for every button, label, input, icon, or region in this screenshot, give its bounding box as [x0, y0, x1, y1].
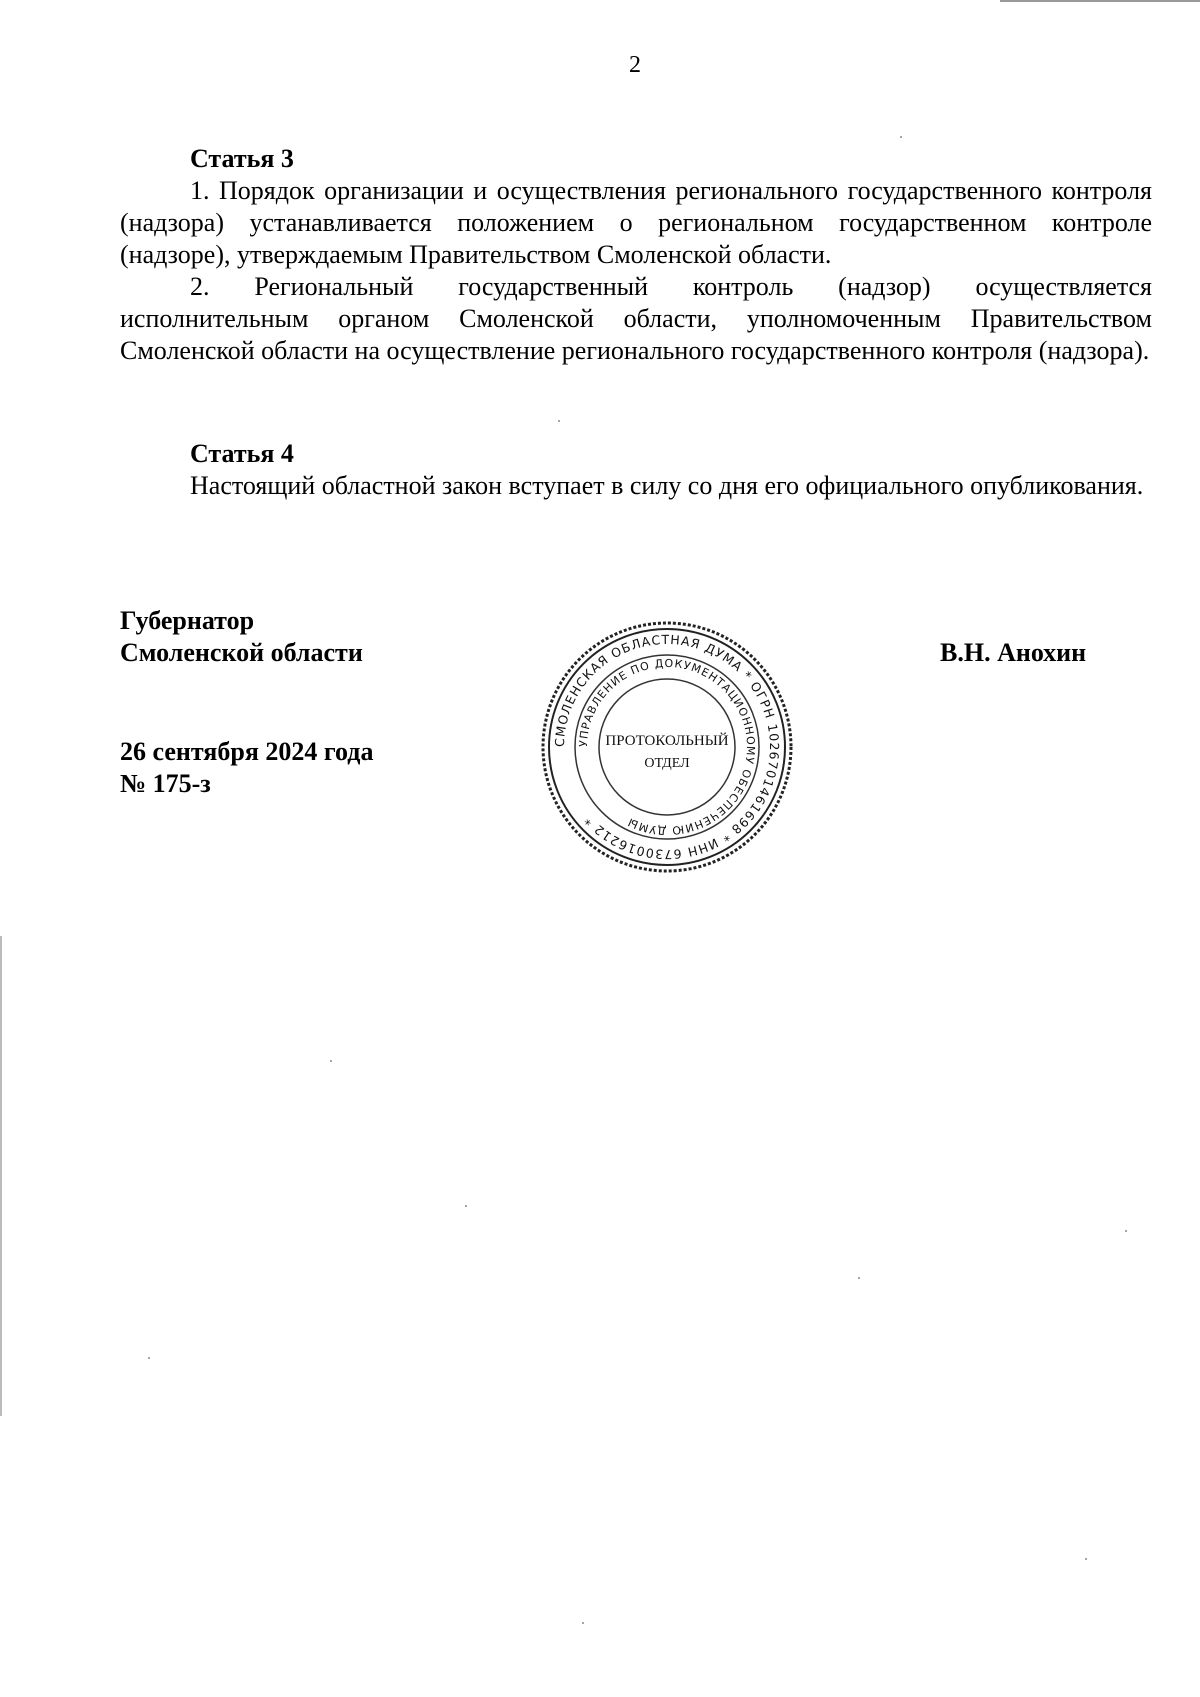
seal-center-line-2: ОТДЕЛ: [644, 756, 690, 771]
position-line-2: Смоленской области: [120, 638, 363, 667]
governor-name: В.Н. Анохин: [940, 638, 1087, 667]
law-number: № 175-з: [120, 769, 211, 798]
seal-center-line-1: ПРОТОКОЛЬНЫЙ: [605, 733, 729, 749]
article-3-title: Статья 3: [190, 144, 294, 173]
scan-speck: [465, 1205, 467, 1207]
scan-speck: [1085, 1558, 1087, 1560]
article-4: [120, 438, 1152, 502]
article-3: [120, 143, 1152, 367]
official-seal: [537, 617, 797, 877]
scan-speck: [148, 1357, 150, 1359]
article-3-paragraph-2: 2. Региональный государственный контроль (надзор) осуществляется исполнительным органом Смоленской области, уполномоченным Правительством Смоленской области на осуществление регионального государственного контроля (надзора).: [120, 272, 1152, 365]
position-line-1: Губернатор: [120, 606, 255, 635]
seal-inner-text: УПРАВЛЕНИЕ ПО ДОКУМЕНТАЦИОННОМУ ОБЕСПЕЧЕНИЮ ДУМЫ: [576, 656, 758, 838]
seal-graphic: [537, 617, 797, 877]
article-4-paragraph-1: Настоящий областной закон вступает в силу со дня его официального опубликования.: [190, 471, 1144, 500]
scan-edge-line: [0, 936, 2, 1416]
article-3-paragraph-1: 1. Порядок организации и осуществления регионального государственного контроля (надзора) устанавливается положением о региональном государственном контроле (надзоре), утверждаемым Правительством Смоленской области.: [120, 176, 1152, 269]
scan-speck: [330, 1060, 332, 1062]
scan-speck: [1125, 1230, 1127, 1232]
law-date: 26 сентября 2024 года: [120, 737, 374, 766]
scan-speck: [582, 1622, 584, 1624]
law-date-number: [120, 736, 373, 800]
scan-edge-line: [1000, 0, 1200, 2]
article-4-title: Статья 4: [190, 439, 294, 468]
scan-speck: [558, 420, 560, 422]
scan-speck: [900, 136, 902, 138]
governor-position: [120, 605, 363, 669]
seal-outer-text: СМОЛЕНСКАЯ ОБЛАСТНАЯ ДУМА * ОГРН 1026701461698 * ИНН 6730016212 *: [551, 631, 783, 863]
scan-speck: [858, 1277, 860, 1279]
page-number: 2: [629, 52, 641, 78]
